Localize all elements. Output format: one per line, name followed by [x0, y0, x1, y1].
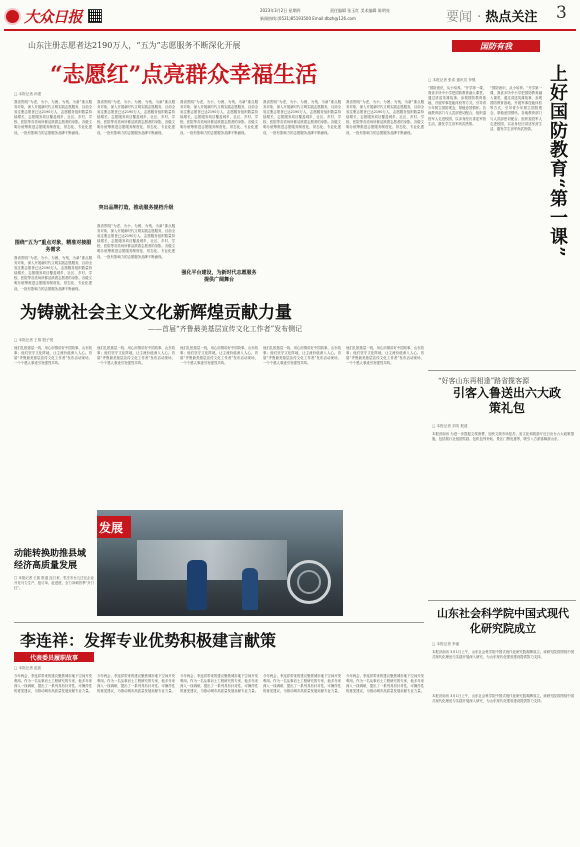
- subhead-1: 围绕“五为”重点对象，精准对接服务需求: [14, 240, 92, 253]
- academy-byline: □ 本报记者 李丽: [432, 642, 460, 646]
- section-label: 要闻: [446, 10, 473, 25]
- logo-text: 大众日报: [24, 7, 83, 26]
- culture-subline: ——首届“齐鲁最美基层宣传文化工作者”发布侧记: [148, 325, 303, 333]
- page-number: 3: [556, 3, 567, 23]
- deputy-column-3: 今年两会，李连祥带来的建议聚焦城市地下空间开发利用。作为一名从事岩土工程研究的专家，他多年来深入一线调研，提出了一系列具有针对性、可操作性的意见建议，为推动城市高质量发展贡献专业力量。: [180, 674, 258, 694]
- subhead-2: 突出品牌打造，推动服务提档升级: [98, 205, 174, 211]
- defense-column-tag: 国防有我: [452, 40, 540, 52]
- introduce-headline: 引客入鲁送出六大政策礼包: [452, 386, 561, 415]
- academy-rule: [428, 600, 576, 601]
- qr-code-icon: [88, 9, 102, 23]
- defense-column-1: “国防意识，从小培养。”开学第一课，我省多所中小学把国防教育融入课堂，通过讲述英雄故事、参观国防教育基地、开展军事技能体验等方式，引导青少年树立国防观念，厚植爱国情怀。各地教育部门与人武部密切配合，组织退役军人走进校园，以亲身经历讲述军营生活，激发学生崇军尚武热情。: [428, 86, 486, 126]
- deputy-headline: 李连祥：发挥专业优势积极建言献策: [20, 631, 277, 650]
- top-story-column-1b: 我省围绕“为老、为小、为困、为残、为新”重点服务对象，深入开展新时代文明实践志愿服务，目前全省注册志愿者已达2190万人，志愿服务组织数量持续增长，志愿服务项目覆盖城乡，社区、乡村、学校、医院等各类场所都活跃着志愿者的身影。各级文明办统筹推进志愿服务制度化、常态化、专业化建设，一批有影响力的志愿服务品牌不断涌现。: [14, 256, 92, 291]
- deputy-column-2: 今年两会，李连祥带来的建议聚焦城市地下空间开发利用。作为一名从事岩土工程研究的专家，他多年来深入一线调研，提出了一系列具有针对性、可操作性的意见建议，为推动城市高质量发展贡献专业力量。: [97, 674, 175, 694]
- top-story-column-1: 我省围绕“为老、为小、为困、为残、为新”重点服务对象，深入开展新时代文明实践志愿服务，目前全省注册志愿者已达2190万人，志愿服务组织数量持续增长，志愿服务项目覆盖城乡，社区、乡村、学校、医院等各类场所都活跃着志愿者的身影。各级文明办统筹推进志愿服务制度化、常态化、专业化建设，一批有影响力的志愿服务品牌不断涌现。: [14, 100, 92, 135]
- culture-column-2: 他们扎根基层一线，用心用情讲好中国故事、山东故事；他们坚守文化阵地，让主流价值深入人心。首届“齐鲁最美基层宣传文化工作者”发布活动现场，一个个感人事迹引发强烈共鸣。: [97, 346, 175, 366]
- academy-body-cont: 本报济南讯 3月1日上午，山东社会科学院中国式现代化研究院揭牌成立。该研究院将围绕中国式现代化理论与实践开展深入研究，为山东现代化强省建设提供智力支持。: [432, 694, 574, 704]
- masthead-editor-info: 责任编辑 张玉红 美术编辑 陈明亮: [330, 8, 390, 13]
- section-sub-label: 热点关注: [485, 10, 538, 25]
- deputy-column-5: 今年两会，李连祥带来的建议聚焦城市地下空间开发利用。作为一名从事岩土工程研究的专家，他多年来深入一线调研，提出了一系列具有针对性、可操作性的意见建议，为推动城市高质量发展贡献专业力量。: [346, 674, 424, 694]
- masthead-hotline: 新闻热线:(0531)85193500 Email:dbzh@126.com: [260, 16, 356, 21]
- culture-byline: □ 本报记者 王翔 殷子悦: [14, 338, 54, 342]
- photo-headline: 动能转换助推县域经济高质量发展: [14, 549, 87, 571]
- defense-byline: □ 本报记者 张希 通讯员 李强: [428, 78, 476, 82]
- introduce-byline: □ 本报记者 刘英 报道: [432, 424, 468, 428]
- deputy-column-4: 今年两会，李连祥带来的建议聚焦城市地下空间开发利用。作为一名从事岩土工程研究的专家，他多年来深入一线调研，提出了一系列具有针对性、可操作性的意见建议，为推动城市高质量发展贡献专业力量。: [263, 674, 341, 694]
- top-story-byline: □ 本报记者 孙建: [14, 92, 42, 96]
- masthead-rule: [4, 29, 576, 31]
- academy-body: 本报济南讯 3月1日上午，山东社会科学院中国式现代化研究院揭牌成立。该研究院将围绕中国式现代化理论与实践开展深入研究，为山东现代化强省建设提供智力支持。: [432, 650, 574, 660]
- logo: [4, 5, 116, 27]
- masthead: [0, 0, 580, 34]
- top-story-kicker: 山东注册志愿者达2190万人，“五为”志愿服务不断深化开展: [28, 41, 241, 50]
- logo-emblem-icon: [4, 8, 21, 25]
- worker-figure-2: [242, 568, 258, 610]
- photo-machinery: [137, 540, 287, 580]
- introduce-body: 本报济南讯 为进一步提振文旅消费，加快文旅市场复苏，省文化和旅游厅近日出台六大政策措施，包括旅行社组团奖励、包机包列补贴、景区门票优惠等，吸引八方游客畅游山东。: [432, 432, 574, 442]
- top-story-headline: “志愿红”点亮群众幸福生活: [50, 62, 318, 88]
- photo-banner: 发展: [97, 516, 131, 538]
- defense-column-2: “国防意识，从小培养。”开学第一课，我省多所中小学把国防教育融入课堂，通过讲述英雄故事、参观国防教育基地、开展军事技能体验等方式，引导青少年树立国防观念，厚植爱国情怀。各地教育部门与人武部密切配合，组织退役军人走进校园，以亲身经历讲述军营生活，激发学生崇军尚武热情。: [490, 86, 542, 131]
- culture-column-3: 他们扎根基层一线，用心用情讲好中国故事、山东故事；他们坚守文化阵地，让主流价值深入人心。首届“齐鲁最美基层宣传文化工作者”发布活动现场，一个个感人事迹引发强烈共鸣。: [180, 346, 258, 366]
- subhead-3: 强化平台建设，为新时代志愿服务提供广阔舞台: [181, 270, 257, 283]
- culture-column-5: 他们扎根基层一线，用心用情讲好中国故事、山东故事；他们坚守文化阵地，让主流价值深入人心。首届“齐鲁最美基层宣传文化工作者”发布活动现场，一个个感人事迹引发强烈共鸣。: [346, 346, 424, 366]
- top-story-column-3: 我省围绕“为老、为小、为困、为残、为新”重点服务对象，深入开展新时代文明实践志愿服务，目前全省注册志愿者已达2190万人，志愿服务组织数量持续增长，志愿服务项目覆盖城乡，社区、乡村、学校、医院等各类场所都活跃着志愿者的身影。各级文明办统筹推进志愿服务制度化、常态化、专业化建设，一批有影响力的志愿服务品牌不断涌现。: [180, 100, 258, 135]
- factory-photo: [97, 510, 343, 616]
- deputy-column-tag: 代表委员履职故事: [14, 652, 94, 662]
- section-title: 要闻 · 热点关注: [446, 10, 538, 25]
- top-story-column-4: 我省围绕“为老、为小、为困、为残、为新”重点服务对象，深入开展新时代文明实践志愿服务，目前全省注册志愿者已达2190万人，志愿服务组织数量持续增长，志愿服务项目覆盖城乡，社区、乡村、学校、医院等各类场所都活跃着志愿者的身影。各级文明办统筹推进志愿服务制度化、常态化、专业化建设，一批有影响力的志愿服务品牌不断涌现。: [263, 100, 341, 135]
- photo-wheel-2: [297, 570, 321, 594]
- deputy-column-1: 今年两会，李连祥带来的建议聚焦城市地下空间开发利用。作为一名从事岩土工程研究的专家，他多年来深入一线调研，提出了一系列具有针对性、可操作性的意见建议，为推动城市高质量发展贡献专业力量。: [14, 674, 92, 694]
- worker-figure-1: [187, 560, 207, 610]
- culture-column-1: 他们扎根基层一线，用心用情讲好中国故事、山东故事；他们坚守文化阵地，让主流价值深入人心。首届“齐鲁最美基层宣传文化工作者”发布活动现场，一个个感人事迹引发强烈共鸣。: [14, 346, 92, 366]
- top-story-column-2b: 我省围绕“为老、为小、为困、为残、为新”重点服务对象，深入开展新时代文明实践志愿服务，目前全省注册志愿者已达2190万人，志愿服务组织数量持续增长，志愿服务项目覆盖城乡，社区、乡村、学校、医院等各类场所都活跃着志愿者的身影。各级文明办统筹推进志愿服务制度化、常态化、专业化建设，一批有影响力的志愿服务品牌不断涌现。: [97, 224, 175, 259]
- top-story-column-2: 我省围绕“为老、为小、为困、为残、为新”重点服务对象，深入开展新时代文明实践志愿服务，目前全省注册志愿者已达2190万人，志愿服务组织数量持续增长，志愿服务项目覆盖城乡，社区、乡村、学校、医院等各类场所都活跃着志愿者的身影。各级文明办统筹推进志愿服务制度化、常态化、专业化建设，一批有影响力的志愿服务品牌不断涌现。: [97, 100, 175, 135]
- top-story-column-5: 我省围绕“为老、为小、为困、为残、为新”重点服务对象，深入开展新时代文明实践志愿服务，目前全省注册志愿者已达2190万人，志愿服务组织数量持续增长，志愿服务项目覆盖城乡，社区、乡村、学校、医院等各类场所都活跃着志愿者的身影。各级文明办统筹推进志愿服务制度化、常态化、专业化建设，一批有影响力的志愿服务品牌不断涌现。: [346, 100, 424, 135]
- defense-vertical-title: 上好国防教育“第一课”: [547, 64, 568, 258]
- culture-headline: 为铸就社会主义文化新辉煌贡献力量: [20, 303, 292, 323]
- introduce-rule: [428, 370, 576, 371]
- deputy-byline: □ 本报记者 赵凯: [14, 666, 42, 670]
- academy-headline: 山东社会科学院中国式现代化研究院成立: [437, 607, 569, 635]
- culture-column-4: 他们扎根基层一线，用心用情讲好中国故事、山东故事；他们坚守文化阵地，让主流价值深入人心。首届“齐鲁最美基层宣传文化工作者”发布活动现场，一个个感人事迹引发强烈共鸣。: [263, 346, 341, 366]
- deputy-rule: [14, 622, 424, 623]
- photo-caption: □ 本报记者 王凯 报道 连日来，枣庄市台儿庄区企业开足马力生产，抢订单、赶进度，全力冲刺首季“开门红”。: [14, 576, 94, 591]
- introduce-kicker: “好客山东再相逢”路省揽客源: [438, 377, 530, 385]
- masthead-date: 2023年3月2日 星期四: [260, 8, 301, 13]
